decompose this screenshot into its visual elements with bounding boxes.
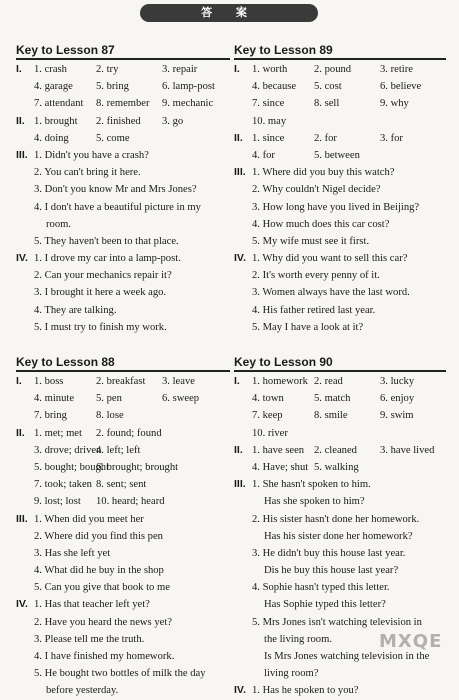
- answer-item: 9. why: [380, 98, 409, 110]
- section-number: IV.: [16, 598, 28, 611]
- answer-item: 9. swim: [380, 410, 414, 422]
- answer-item: 2. read: [314, 376, 343, 387]
- answer-item: 2. try: [96, 64, 119, 75]
- answer-line: [234, 459, 446, 476]
- answer-line: [16, 545, 230, 562]
- answer-item: 5. cost: [314, 81, 342, 93]
- answer-item: 1. worth: [252, 64, 288, 75]
- answer-line: [234, 562, 446, 579]
- answer-line: [16, 147, 230, 164]
- answer-line: [234, 442, 446, 459]
- answer-item: 8. smile: [314, 410, 348, 422]
- answer-sentence: 4. They are talking.: [34, 304, 117, 316]
- answer-sentence: 4. What did he buy in the shop: [34, 565, 164, 577]
- answer-item: 1. since: [252, 132, 285, 144]
- answer-line: [16, 459, 230, 476]
- answer-item: 3. for: [380, 132, 403, 144]
- answers-banner: 答 案: [140, 4, 318, 22]
- answer-item: 5. bring: [96, 81, 129, 93]
- answer-line: [16, 476, 230, 493]
- answer-sentence: 1. Why did you want to sell this car?: [252, 253, 408, 265]
- answer-line: [234, 130, 446, 147]
- answer-item: 5. match: [314, 393, 351, 405]
- answer-sentence: 1. When did you meet her: [34, 513, 144, 525]
- lesson-title: Key to Lesson 88: [16, 354, 230, 372]
- answer-line: [234, 493, 446, 510]
- answer-line: [16, 493, 230, 510]
- answer-line: [16, 648, 230, 665]
- answer-line: [16, 233, 230, 250]
- answer-item: 3. go: [162, 115, 184, 127]
- answer-line: [234, 147, 446, 164]
- answer-continuation: the living room.: [264, 633, 332, 645]
- answer-sentence: 1. Where did you buy this watch?: [252, 167, 395, 179]
- answer-sentence: 2. Where did you find this pen: [34, 530, 163, 542]
- answer-sentence: 3. Women always have the last word.: [252, 287, 410, 299]
- answer-item: 8. lose: [96, 410, 124, 422]
- watermark-graphic: [377, 624, 453, 654]
- answer-item: 7. attendant: [34, 98, 84, 110]
- answer-item: 1. brought: [34, 115, 78, 127]
- answer-sentence: 3. Don't you know Mr and Mrs Jones?: [34, 184, 197, 196]
- site-watermark-logo: [377, 624, 453, 654]
- section-number: II.: [234, 443, 243, 456]
- answer-item: 5. bought; bought: [34, 461, 110, 473]
- answer-item: 7. took; taken: [34, 479, 92, 491]
- answer-line: [16, 665, 230, 682]
- answer-sentence: 1. I drove my car into a lamp-post.: [34, 253, 181, 265]
- answer-item: 6. believe: [380, 81, 422, 93]
- answer-line: [234, 284, 446, 301]
- answer-line: [16, 113, 230, 130]
- section-number: II.: [16, 114, 25, 127]
- answer-line: [16, 407, 230, 424]
- answer-item: 6. sweep: [162, 393, 200, 405]
- answer-continuation: Is Mrs Jones watching television in the: [264, 651, 430, 662]
- answer-sentence: 1. Has he spoken to you?: [252, 685, 359, 697]
- answer-sentence: 4. How much does this car cost?: [252, 218, 390, 230]
- section-number: IV.: [16, 252, 28, 265]
- answer-sentence: 3. Has she left yet: [34, 547, 111, 559]
- answer-line: [234, 95, 446, 112]
- answer-line: [234, 425, 446, 442]
- answer-line: [16, 216, 230, 233]
- answer-item: 2. breakfast: [96, 376, 146, 387]
- section-number: I.: [16, 375, 22, 387]
- answer-line: [16, 302, 230, 319]
- answer-item: 4. Have; shut: [252, 461, 309, 473]
- answer-item: 1. boss: [34, 376, 64, 387]
- answer-sentence: 1. Didn't you have a crash?: [34, 149, 149, 161]
- lesson-89-key: [234, 42, 446, 336]
- section-number: IV.: [234, 684, 246, 697]
- answer-sentence: 5. Can you give that book to me: [34, 582, 170, 594]
- answer-item: 1. homework: [252, 376, 308, 387]
- section-number: III.: [234, 166, 246, 179]
- section-number: III.: [16, 512, 28, 525]
- answer-item: 8. sent; sent: [96, 479, 147, 491]
- answer-line: [234, 476, 446, 493]
- answer-line: [234, 250, 446, 267]
- answer-item: 4. doing: [34, 132, 69, 144]
- answer-sentence: 5. He bought two bottles of milk the day: [34, 668, 206, 680]
- answer-line: [234, 373, 446, 390]
- section-number: I.: [234, 63, 240, 75]
- answer-line: [234, 390, 446, 407]
- answer-line: [234, 528, 446, 545]
- answer-continuation: before yesterday.: [46, 685, 119, 697]
- answer-item: 5. between: [314, 149, 360, 161]
- answer-sentence: 1. Has that teacher left yet?: [34, 599, 150, 611]
- section-number: IV.: [234, 252, 246, 265]
- answer-item: 10. heard; heard: [96, 496, 165, 508]
- answer-line: [16, 284, 230, 301]
- section-number: I.: [16, 63, 22, 75]
- section-number: I.: [234, 375, 240, 387]
- answer-item: 3. lucky: [380, 376, 415, 387]
- answer-line: [234, 199, 446, 216]
- answer-sentence: 2. You can't bring it here.: [34, 167, 141, 179]
- section-number: II.: [16, 426, 25, 439]
- answer-sentence: 2. His sister hasn't done her homework.: [252, 513, 420, 525]
- answer-item: 8. sell: [314, 98, 340, 110]
- answer-line: [16, 425, 230, 442]
- svg-text:MXQE: MXQE: [379, 631, 443, 652]
- answer-sentence: 5. May I have a look at it?: [252, 321, 364, 333]
- answer-continuation: Has Sophie typed this letter?: [264, 599, 386, 611]
- answer-item: 2. cleaned: [314, 444, 357, 456]
- answer-item: 8. remember: [96, 98, 150, 110]
- answer-line: [16, 390, 230, 407]
- answer-line: [16, 181, 230, 198]
- answer-line: [16, 78, 230, 95]
- answer-item: 4. garage: [34, 81, 73, 93]
- section-number: III.: [16, 148, 28, 161]
- answer-line: [16, 596, 230, 613]
- answer-line: [234, 181, 446, 198]
- lesson-title: Key to Lesson 87: [16, 42, 230, 60]
- answer-line: [16, 130, 230, 147]
- answer-item: 6. lamp-post: [162, 81, 215, 93]
- answer-item: 3. retire: [380, 64, 413, 75]
- answer-item: 6. brought; brought: [96, 461, 179, 473]
- answer-continuation: Has she spoken to him?: [264, 496, 365, 508]
- answer-item: 1. crash: [34, 64, 67, 75]
- lesson-title: Key to Lesson 90: [234, 354, 446, 372]
- answer-line: [16, 682, 230, 699]
- answer-item: 10. river: [252, 427, 288, 439]
- answer-line: [16, 319, 230, 336]
- lesson-88-key: [16, 354, 230, 700]
- answer-line: [234, 511, 446, 528]
- answer-line: [16, 579, 230, 596]
- answer-sentence: 5. They haven't been to that place.: [34, 235, 179, 247]
- answer-line: [234, 319, 446, 336]
- answer-sentence: 3. I brought it here a week ago.: [34, 287, 167, 299]
- answer-line: [234, 545, 446, 562]
- answer-item: 7. since: [252, 98, 285, 110]
- answer-sentence: 2. Can your mechanics repair it?: [34, 270, 172, 282]
- answer-item: 4. left; left: [96, 444, 141, 456]
- answer-continuation: Dis he buy this house last year?: [264, 565, 399, 577]
- answer-line: [16, 61, 230, 78]
- answer-line: [16, 442, 230, 459]
- section-number: II.: [234, 131, 243, 144]
- answer-line: [16, 614, 230, 631]
- answer-item: 7. bring: [34, 410, 67, 422]
- answer-sentence: 3. How long have you lived in Beijing?: [252, 201, 420, 213]
- answer-sentence: 4. Sophie hasn't typed this letter.: [252, 582, 390, 594]
- answer-continuation: living room?: [264, 668, 319, 680]
- answer-item: 3. repair: [162, 64, 198, 75]
- answer-item: 5. walking: [314, 461, 359, 473]
- answer-line: [16, 373, 230, 390]
- answer-item: 3. drove; driven: [34, 444, 102, 456]
- answer-line: [234, 164, 446, 181]
- answer-line: [16, 199, 230, 216]
- answer-line: [234, 665, 446, 682]
- answer-sentence: 1. She hasn't spoken to him.: [252, 479, 371, 491]
- answer-item: 7. keep: [252, 410, 283, 422]
- answer-line: [234, 78, 446, 95]
- answer-item: 2. found; found: [96, 427, 162, 439]
- answer-item: 4. because: [252, 81, 297, 93]
- answer-item: 2. finished: [96, 115, 141, 127]
- answer-item: 2. pound: [314, 64, 352, 75]
- answer-sentence: 4. I have finished my homework.: [34, 651, 175, 662]
- answer-line: [234, 407, 446, 424]
- answer-continuation: Has his sister done her homework?: [264, 530, 413, 542]
- answer-line: [16, 95, 230, 112]
- section-number: III.: [234, 478, 246, 491]
- answer-line: [16, 250, 230, 267]
- answer-line: [234, 579, 446, 596]
- answer-sentence: 5. My wife must see it first.: [252, 235, 370, 247]
- answer-continuation: room.: [46, 218, 72, 230]
- answer-sentence: 5. I must try to finish my work.: [34, 321, 167, 333]
- answer-item: 1. met; met: [34, 427, 82, 439]
- answer-item: 5. pen: [96, 393, 122, 405]
- answer-item: 3. leave: [162, 376, 195, 387]
- answer-line: [234, 682, 446, 699]
- answer-line: [16, 631, 230, 648]
- lesson-87-key: [16, 42, 230, 336]
- answer-item: 4. town: [252, 393, 284, 405]
- lesson-title: Key to Lesson 89: [234, 42, 446, 60]
- answer-line: [16, 267, 230, 284]
- answer-line: [234, 233, 446, 250]
- answer-sentence: 4. I don't have a beautiful picture in my: [34, 201, 201, 213]
- answer-item: 9. mechanic: [162, 98, 214, 110]
- answer-sentence: 4. His father retired last year.: [252, 304, 376, 316]
- answer-line: [234, 216, 446, 233]
- left-column: [16, 42, 230, 700]
- answer-line: [16, 164, 230, 181]
- answer-item: 6. enjoy: [380, 393, 415, 405]
- answer-line: [234, 596, 446, 613]
- answer-sentence: 5. Mrs Jones isn't watching television in: [252, 616, 422, 628]
- answer-sentence: 2. Why couldn't Nigel decide?: [252, 184, 381, 196]
- answer-item: 4. minute: [34, 393, 75, 405]
- answer-sentence: 2. Have you heard the news yet?: [34, 616, 172, 628]
- answer-sentence: 3. He didn't buy this house last year.: [252, 547, 406, 559]
- answer-line: [234, 113, 446, 130]
- answer-item: 2. for: [314, 132, 337, 144]
- answer-item: 10. may: [252, 115, 287, 127]
- answer-line: [234, 302, 446, 319]
- answer-item: 3. have lived: [380, 444, 435, 456]
- answer-item: 9. lost; lost: [34, 496, 81, 508]
- answer-line: [16, 528, 230, 545]
- answer-item: 5. come: [96, 132, 130, 144]
- answer-sentence: 3. Please tell me the truth.: [34, 633, 145, 645]
- answer-line: [16, 562, 230, 579]
- right-column: [234, 42, 446, 700]
- answer-sentence: 2. It's worth every penny of it.: [252, 270, 380, 282]
- answer-line: [234, 267, 446, 284]
- answer-item: 1. have seen: [252, 444, 305, 456]
- answer-item: 4. for: [252, 149, 275, 161]
- answer-line: [16, 511, 230, 528]
- answer-line: [234, 61, 446, 78]
